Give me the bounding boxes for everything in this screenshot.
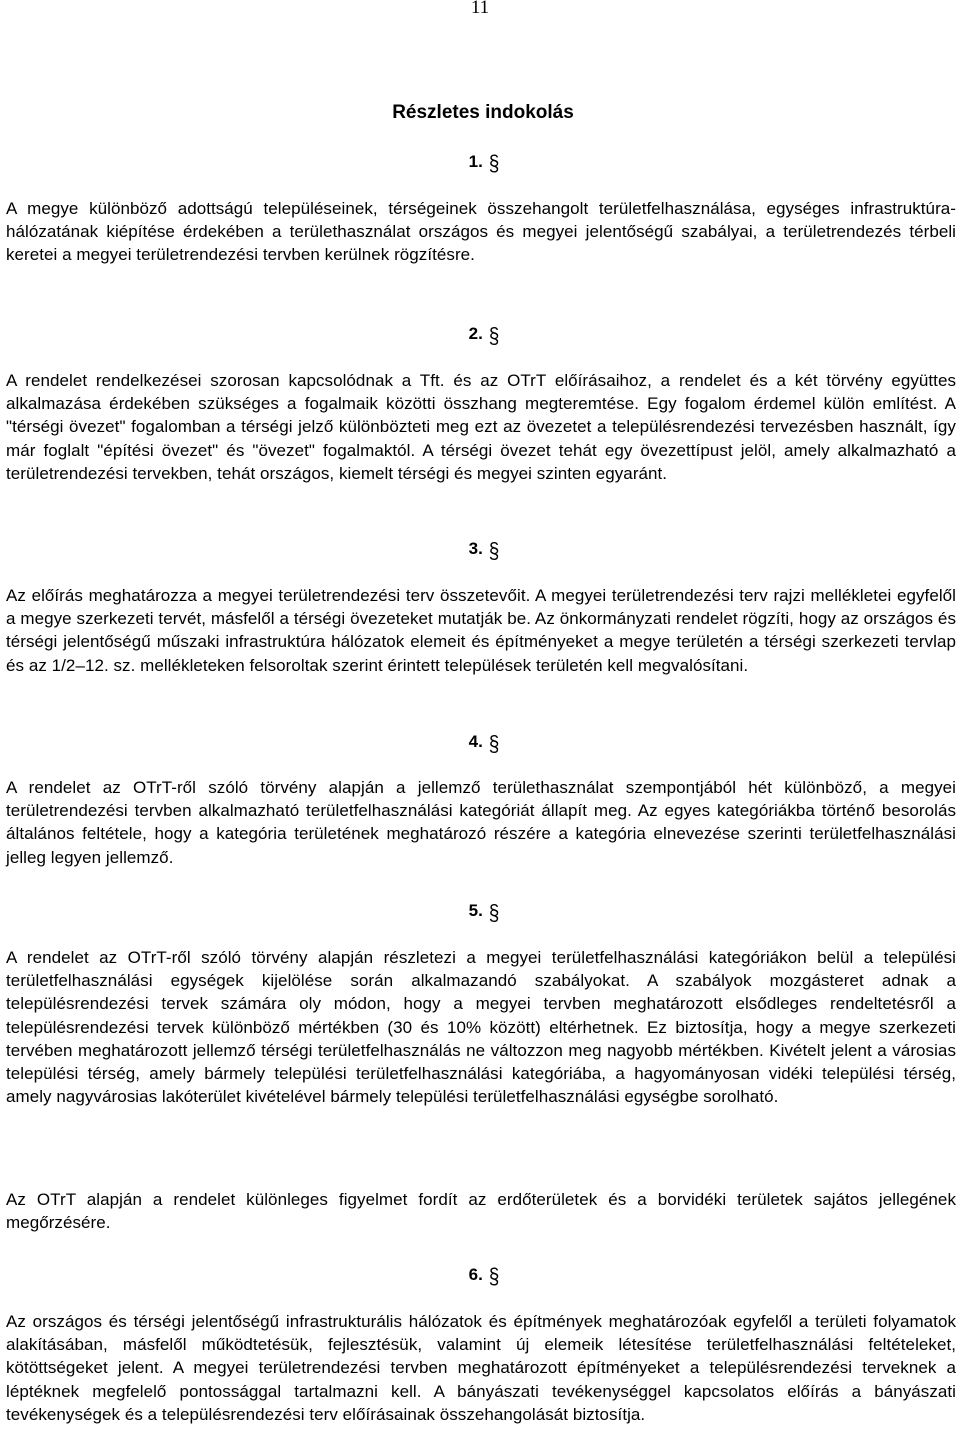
section-3-heading [0, 537, 960, 564]
paragraph-sign-icon: § [488, 152, 500, 177]
section-6-heading [0, 1263, 960, 1290]
section-4-heading [0, 730, 960, 757]
paragraph-sign-icon: § [488, 901, 500, 926]
section-5-paragraph-1: A rendelet az OTrT-ről szóló törvény alapján részletezi a megyei területfelhasználási kategóriákon belül a települési területfelhasználási egységek kijelölése során alkalmazandó szabályokat. A szabályok mozgásteret adnak a településrendezési tervek számára oly módon, hogy a megyei tervben meghatározott elsődleges rendeltetésről a településrendezési tervek különböző mértékben (30 és 10% között) eltérhetnek. Ez biztosítja, hogy a megye szerkezeti tervében meghatározott jellemző térségi területfelhasználás ne változzon meg nagyobb mértékben. Kivételt jelent a városias települési térség, amely bármely települési területfelhasználási kategóriába, a hagyományosan vidéki települési térség, amely nagyvárosias lakóterület kivételével bármely települési területfelhasználási egységbe sorolható. [6, 948, 956, 1107]
section-2-paragraph: A rendelet rendelkezései szorosan kapcsolódnak a Tft. és az OTrT előírásaihoz, a rendelet és a két törvény együttes alkalmazása érdekében szükséges a fogalmaik közötti összhang megteremtése. Egy fogalom érdemel külön említést. A "térségi övezet" fogalomban a térségi jelző különbözteti meg ezt az övezetet a településrendezési tervezésben használt, így már foglalt "építési övezet" és "övezet" fogalmaktól. A térségi övezet tehát egy övezettípust jelöl, amely alkalmazható a területrendezési tervekben, tehát országos, kiemelt térségi és megyei szinten egyaránt. [6, 371, 956, 483]
paragraph-sign-icon: § [488, 1265, 500, 1290]
section-number: 1. [468, 152, 483, 171]
section-5-heading [0, 899, 960, 926]
document-title: Részletes indokolás [392, 102, 574, 123]
paragraph-sign-icon: § [488, 324, 500, 349]
section-4-paragraph: A rendelet az OTrT-ről szóló törvény alapján a jellemző területhasználat szempontjából hét különböző, a megyei területrendezési tervben alkalmazható területfelhasználási kategóriát állapít meg. Az egyes kategóriákba történő besorolás általános feltétele, hogy a kategória területének meghatározó részére a kategória elnevezése szerinti területfelhasználási jelleg legyen jellemző. [6, 778, 956, 867]
section-number: 2. [468, 324, 483, 343]
section-1-paragraph: A megye különböző adottságú településeinek, térségeinek összehangolt területfelhasználása, egységes infrastruktúra-hálózatának kiépítése érdekében a területhasználat országos és megyei jelentőségű szabályai, a területrendezés térbeli keretei a megyei területrendezési tervben kerülnek rögzítésre. [6, 199, 956, 265]
section-number: 4. [468, 732, 483, 751]
section-6-paragraph: Az országos és térségi jelentőségű infrastrukturális hálózatok és építmények meghatározóak egyfelől a területi folyamatok alakításában, másfelől működtetésük, fejlesztésük, valamint új elemeik létesítése területfelhasználási feltételeket, kötöttségeket jelent. A megyei területrendezési tervben meghatározott építményeket a településrendezési terveknek a léptéknek megfelelő pontossággal tartalmazni kell. A bányászati tevékenységgel kapcsolatos előírás a bányászati tevékenységek és a településrendezési terv előírásainak összehangolását biztosítja. [6, 1312, 956, 1424]
section-1-heading [0, 150, 960, 177]
section-2-heading [0, 322, 960, 349]
paragraph-sign-icon: § [488, 732, 500, 757]
section-number: 5. [468, 901, 483, 920]
section-3-paragraph: Az előírás meghatározza a megyei területrendezési terv összetevőit. A megyei területrendezési terv rajzi mellékletei egyfelől a megye szerkezeti tervét, másfelől a térségi övezeteket mutatják be. Az önkormányzati rendelet rögzíti, hogy az országos és térségi jelentőségű műszaki infrastruktúra hálózatok elemeit és építményeket a megye területén a térségi szerkezeti tervlap és az 1/2–12. sz. mellékleteken felsoroltak szerint érintett települések területén kell megvalósítani. [6, 586, 956, 675]
section-5-paragraph-2: Az OTrT alapján a rendelet különleges figyelmet fordít az erdőterületek és a borvidéki területek sajátos jellegének megőrzésére. [6, 1190, 956, 1233]
section-number: 6. [468, 1265, 483, 1284]
paragraph-sign-icon: § [488, 539, 500, 564]
section-number: 3. [468, 539, 483, 558]
page-number: 11 [470, 0, 490, 18]
